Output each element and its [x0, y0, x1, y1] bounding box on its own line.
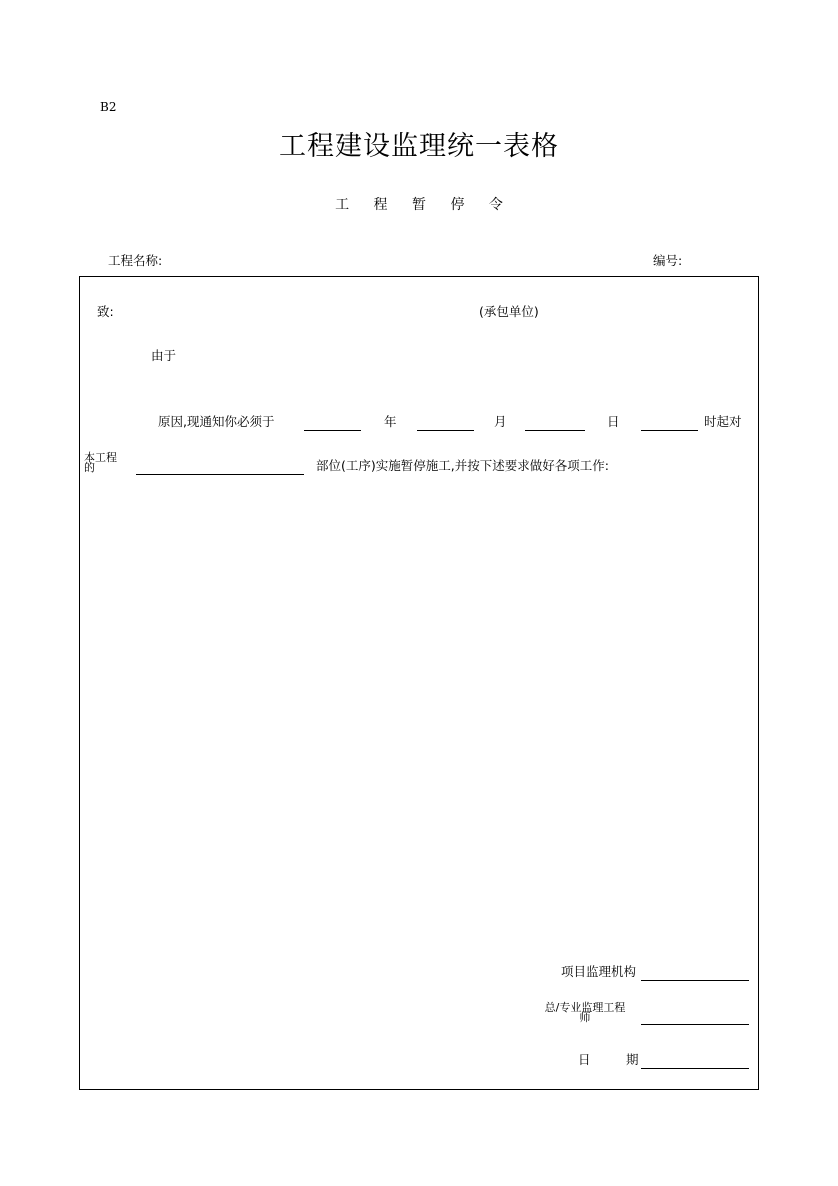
supervision-org-blank[interactable]	[641, 980, 749, 981]
due-to-label: 由于	[151, 348, 177, 363]
form-title: 工程建设监理统一表格	[279, 131, 559, 162]
month-blank[interactable]	[417, 430, 474, 431]
month-label: 月	[494, 414, 507, 429]
from-time-label: 时起对	[704, 414, 742, 429]
this-project-line1: 本工程	[84, 451, 117, 464]
date-blank[interactable]	[641, 1068, 749, 1069]
supervision-org-label: 项目监理机构	[561, 964, 637, 979]
day-blank[interactable]	[525, 430, 585, 431]
number-label: 编号:	[653, 253, 683, 268]
form-subtitle: 工 程 暂 停 令	[335, 197, 513, 213]
this-project-label	[84, 453, 117, 473]
form-frame	[79, 276, 759, 1090]
project-name-label: 工程名称:	[108, 253, 163, 268]
to-label: 致:	[97, 304, 114, 319]
year-label: 年	[384, 414, 397, 429]
engineer-label	[537, 1003, 633, 1023]
this-project-line2: 的	[84, 461, 95, 474]
engineer-line1: 总/专业监理工程	[544, 1001, 626, 1014]
part-blank[interactable]	[136, 474, 304, 475]
year-blank[interactable]	[304, 430, 361, 431]
hour-blank[interactable]	[641, 430, 698, 431]
form-code: B2	[100, 100, 117, 114]
engineer-blank[interactable]	[641, 1024, 749, 1025]
date-label-1: 日	[578, 1052, 591, 1067]
reason-text: 原因,现通知你必须于	[158, 414, 275, 429]
day-label: 日	[607, 414, 620, 429]
engineer-line2: 师	[579, 1011, 591, 1024]
date-label-2: 期	[626, 1052, 639, 1067]
part-text: 部位(工序)实施暂停施工,并按下述要求做好各项工作:	[316, 458, 609, 473]
contractor-label: (承包单位)	[479, 304, 539, 319]
